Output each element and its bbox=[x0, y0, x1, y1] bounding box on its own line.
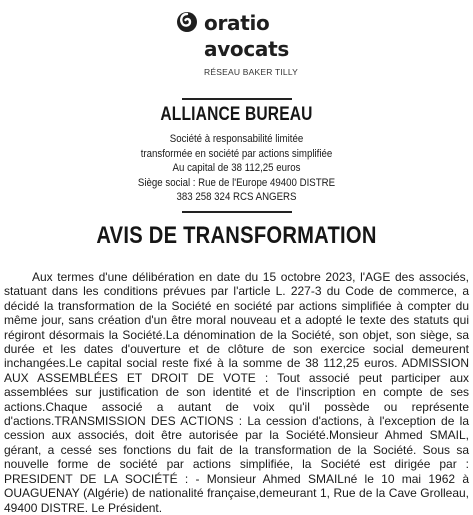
oratio-swirl-icon bbox=[176, 11, 198, 33]
logo-word-avocats: avocats bbox=[204, 37, 289, 61]
divider-top bbox=[182, 98, 292, 100]
company-registration: 383 258 324 RCS ANGERS bbox=[176, 191, 297, 204]
notice-title: AVIS DE TRANSFORMATION bbox=[96, 222, 377, 249]
firm-logo bbox=[176, 4, 306, 84]
company-transformation: transformée en société par actions simplifiée bbox=[140, 147, 333, 160]
logo-word-oratio: oratio bbox=[204, 11, 270, 35]
logo-tagline: RÉSEAU BAKER TILLY bbox=[204, 67, 298, 77]
company-details bbox=[0, 132, 473, 205]
notice-body: Aux termes d'une délibération en date du 15 octobre 2023, l'AGE des associés, statuant dans les conditions prévues par l'article L. 227-3 du Code de commerce, a décidé la transformation de la Société en société par actions simplifiée à compter du même jour, sans création d'un être moral nouveau et a adopté le texte des statuts qui régiront désormais la Société.La dénomination de la Société, son objet, son siège, sa durée et les dates d'ouverture et de clôture de son exercice social demeurent inchangées.Le capital social reste fixé à la somme de 38 112,25 euros. ADMISSION AUX ASSEMBLÉES ET DROIT DE VOTE : Tout associé peut participer aux assemblées sur justification de son identité et de l'inscription en compte de ses actions.Chaque associé a autant de voix qu'il possède ou représente d'actions.TRANSMISSION DES ACTIONS : La cession d'actions, à l'exception de la cession aux associés, doit être autorisée par la Société.Monsieur Ahmed SMAIL, gérant, a cessé ses fonctions du fait de la transformation de la Société. Sous sa nouvelle forme de société par actions simplifiée, la Société est dirigée par : PRESIDENT DE LA SOCIÉTÉ : - Monsieur Ahmed SMAILné le 10 mai 1962 à OUAGUENAY (Algérie) de nationalité française,demeurant 1, Rue de la Cave Grolleau, 49400 DISTRE. Le Président. bbox=[4, 270, 469, 515]
company-legal-form: Société à responsabilité limitée bbox=[169, 133, 304, 145]
company-capital: Au capital de 38 112,25 euros bbox=[172, 162, 301, 175]
company-name: ALLIANCE BUREAU bbox=[160, 104, 313, 125]
company-registered-office: Siège social : Rue de l'Europe 49400 DISTRE bbox=[137, 176, 336, 189]
divider-bottom bbox=[182, 211, 292, 213]
